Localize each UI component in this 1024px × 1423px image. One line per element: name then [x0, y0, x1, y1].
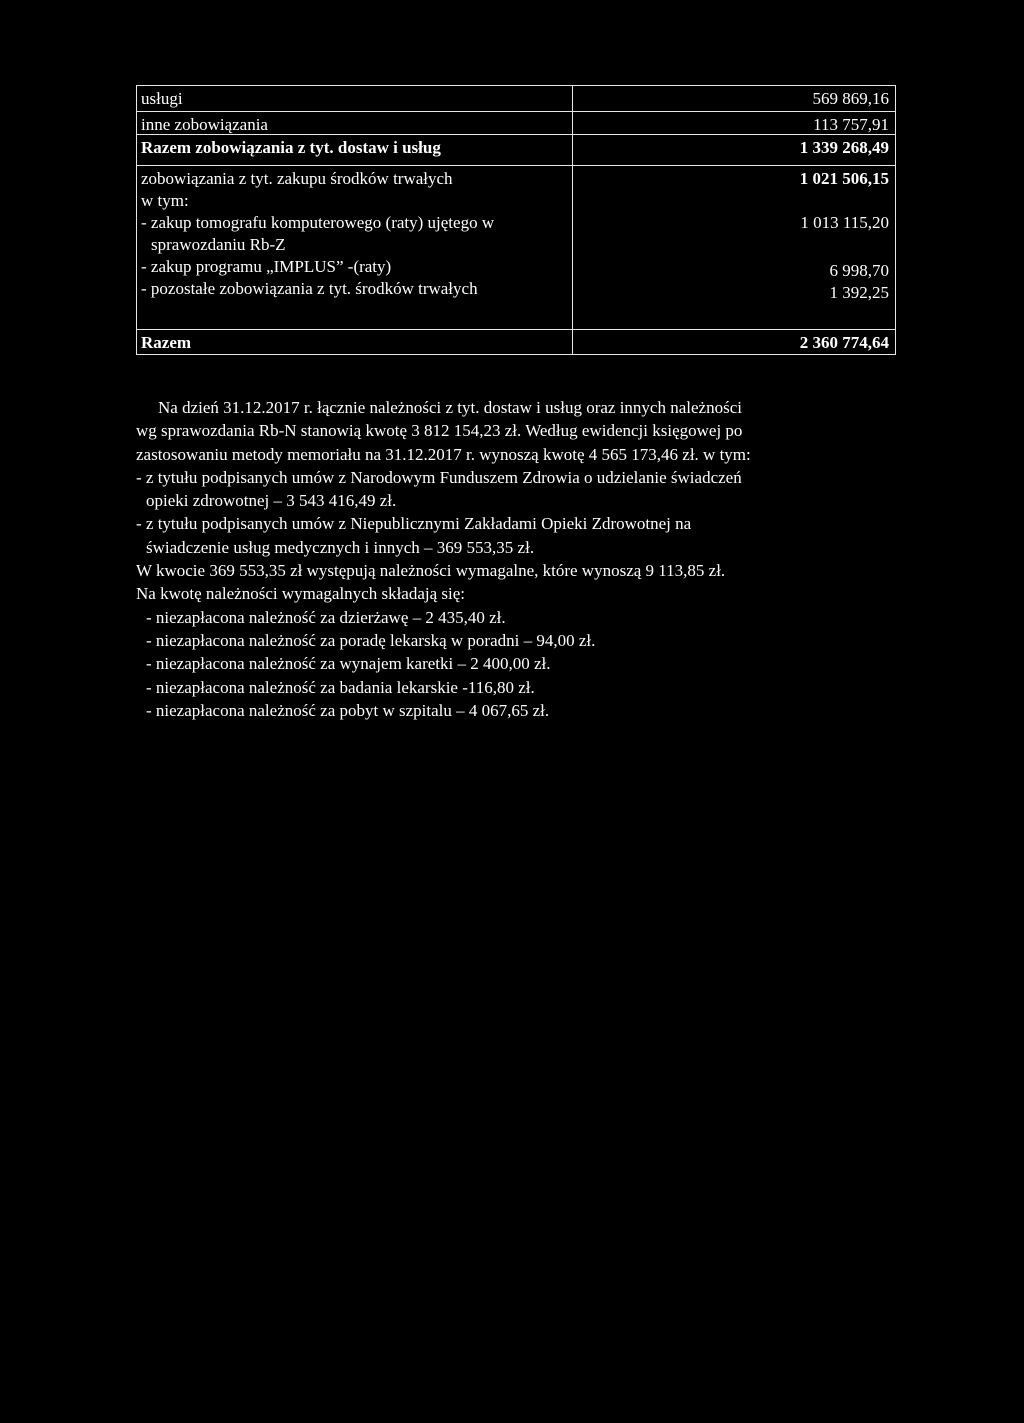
total-label: Razem [137, 330, 573, 354]
table-row-fixed-assets [137, 166, 895, 330]
liabilities-table [136, 85, 896, 355]
fixed-assets-values [573, 166, 895, 329]
item3-value: 1 392,25 [829, 283, 889, 302]
paragraph-line: W kwocie 369 553,35 zł występują należności wymagalne, które wynoszą 9 113,85 zł. [136, 561, 726, 581]
item1-label-line1: - zakup tomografu komputerowego (raty) ujętego w [141, 213, 495, 232]
receivables-text [136, 396, 906, 722]
item3-label: - pozostałe zobowiązania z tyt. środków trwałych [141, 279, 478, 298]
paragraph-line: opieki zdrowotnej – 3 543 416,49 zł. [146, 491, 397, 511]
table-row [137, 112, 895, 135]
paragraph-line: Na kwotę należności wymagalnych składają się: [136, 584, 466, 604]
row-label: usługi [137, 86, 573, 111]
spacer [577, 234, 889, 260]
list-item: - niezapłacona należność za poradę lekarską w poradni – 94,00 zł. [146, 630, 596, 650]
fixed-assets-header-label: zobowiązania z tyt. zakupu środków trwałych [141, 169, 453, 188]
row-label: inne zobowiązania [137, 112, 573, 134]
total-value: 2 360 774,64 [799, 333, 889, 352]
row-label: Razem zobowiązania z tyt. dostaw i usług [137, 135, 573, 165]
item2-label: - zakup programu „IMPLUS” -(raty) [141, 257, 392, 276]
list-item: - niezapłacona należność za dzierżawę – 2 435,40 zł. [146, 607, 506, 627]
paragraph-line: - z tytułu podpisanych umów z Niepublicznymi Zakładami Opieki Zdrowotnej na [136, 514, 692, 534]
row-value: 569 869,16 [812, 89, 889, 108]
list-item: - niezapłacona należność za wynajem karetki – 2 400,00 zł. [146, 654, 551, 674]
item1-value: 1 013 115,20 [800, 213, 889, 232]
fixed-assets-header-value: 1 021 506,15 [799, 169, 889, 188]
fixed-assets-labels [137, 166, 573, 329]
row-value: 113 757,91 [813, 115, 889, 134]
w-tym-label: w tym: [141, 191, 189, 210]
paragraph-line: Na dzień 31.12.2017 r. łącznie należności z tyt. dostaw i usług oraz innych należności [158, 398, 742, 417]
paragraph-line: wg sprawozdania Rb-N stanowią kwotę 3 812 154,23 zł. Według ewidencji księgowej po [136, 421, 743, 441]
spacer [577, 190, 889, 212]
row-value: 1 339 268,49 [799, 138, 889, 157]
item2-value: 6 998,70 [829, 261, 889, 280]
paragraph-line: - z tytułu podpisanych umów z Narodowym Funduszem Zdrowia o udzielanie świadczeń [136, 467, 742, 487]
paragraph-line: zastosowaniu metody memoriału na 31.12.2017 r. wynoszą kwotę 4 565 173,46 zł. w tym: [136, 444, 751, 464]
paragraph-line: świadczenie usług medycznych i innych – 369 553,35 zł. [146, 537, 535, 557]
table-row-total [137, 330, 895, 354]
item1-label-line2: sprawozdaniu Rb-Z [151, 235, 286, 254]
table-row [137, 86, 895, 112]
table-row-subtotal [137, 135, 895, 166]
list-item: - niezapłacona należność za pobyt w szpitalu – 4 067,65 zł. [146, 700, 550, 720]
list-item: - niezapłacona należność za badania lekarskie -116,80 zł. [146, 677, 535, 697]
